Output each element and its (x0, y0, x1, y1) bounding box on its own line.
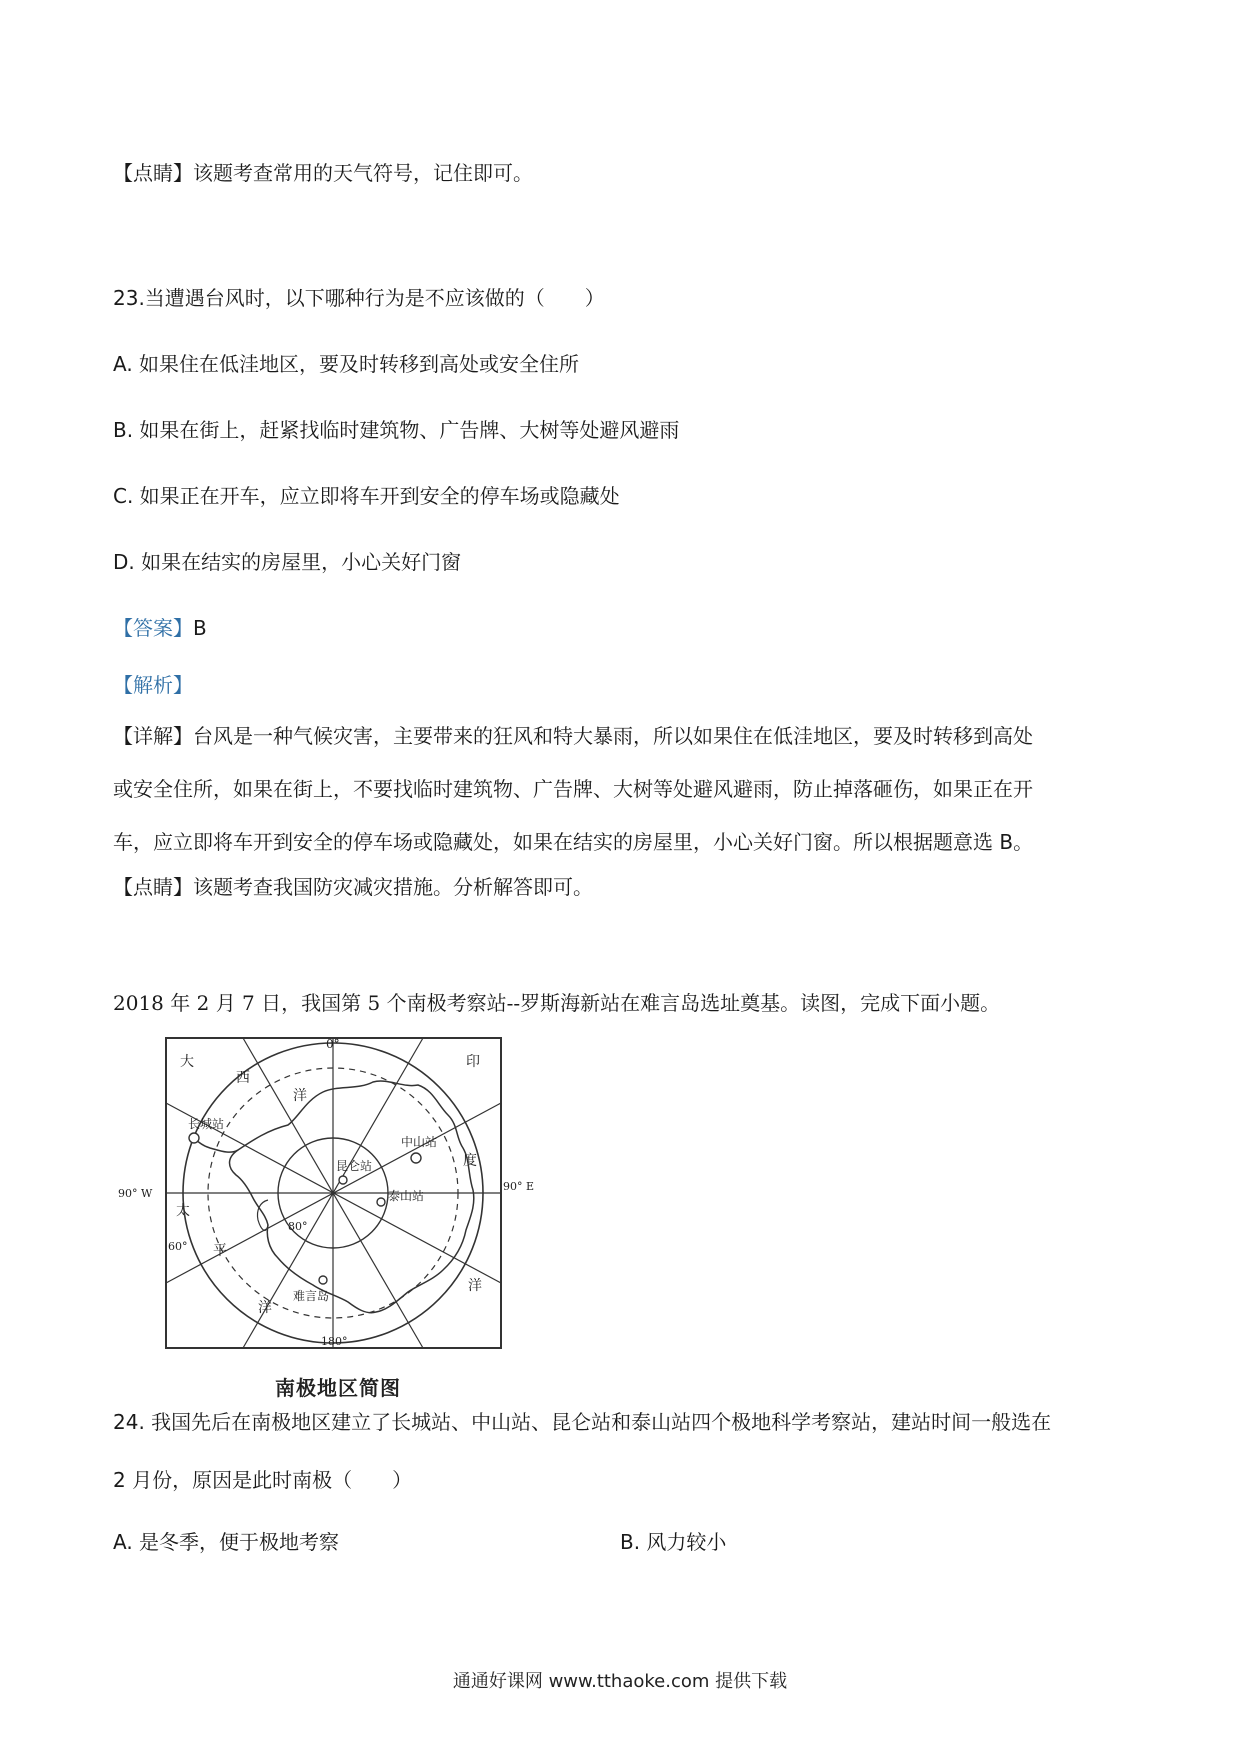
ocean-char-tai: 太 (176, 1203, 190, 1219)
question-24-option-b: B. 风力较小 (620, 1530, 727, 1554)
question-23-detail (113, 710, 1133, 869)
meridian-lines (166, 1038, 501, 1348)
antarctic-map-figure (118, 1030, 538, 1400)
ocean-char-yang-atlantic: 洋 (293, 1088, 307, 1104)
zhongshan-station-marker (411, 1153, 421, 1163)
question-23-option-b: B. 如果在街上，赶紧找临时建筑物、广告牌、大树等处避风避雨 (113, 418, 680, 442)
antarctica-coastline (230, 1081, 474, 1313)
ocean-char-yang-pacific: 洋 (258, 1300, 272, 1316)
great-wall-station-marker (189, 1133, 199, 1143)
lon-label-top: 0° (326, 1037, 340, 1051)
question-24-stem-line1: 24. 我国先后在南极地区建立了长城站、中山站、昆仑站和泰山站四个极地科学考察站，建站时间一般选在 (113, 1410, 1052, 1434)
ocean-char-yin: 印 (466, 1054, 480, 1070)
ocean-char-ping: 平 (213, 1243, 227, 1259)
lon-label-left: 90° W (118, 1187, 153, 1200)
ocean-char-du: 度 (463, 1153, 477, 1169)
detail-line-1: 【详解】台风是一种气候灾害，主要带来的狂风和特大暴雨，所以如果住在低洼地区，要及时转移到高处 (113, 724, 1033, 748)
question-23-option-a: A. 如果住在低洼地区，要及时转移到高处或安全住所 (113, 352, 580, 376)
question-23-tip: 【点睛】该题考查我国防灾减灾措施。分析解答即可。 (113, 875, 593, 899)
detail-line-3: 车，应立即将车开到安全的停车场或隐藏处，如果在结实的房屋里，小心关好门窗。所以根据题意选 B。 (113, 830, 1034, 854)
lat-label-60: 60° (168, 1240, 188, 1253)
lon-label-right: 90° E (503, 1180, 535, 1193)
question-23-option-c: C. 如果正在开车，应立即将车开到安全的停车场或隐藏处 (113, 484, 620, 508)
kunlun-station-marker (339, 1176, 347, 1184)
analysis-label: 【解析】 (113, 673, 193, 697)
station-label-great-wall: 长城站 (188, 1117, 225, 1131)
answer-label: 【答案】 (113, 616, 193, 640)
question-23-stem: 23.当遭遇台风时，以下哪种行为是不应该做的（ ） (113, 286, 605, 310)
answer-value: B (193, 616, 207, 640)
inexpressible-island-marker (319, 1276, 327, 1284)
lon-label-bottom: 180° (321, 1335, 348, 1348)
page-footer: 通通好课网 www.tthaoke.com 提供下载 (452, 1671, 788, 1692)
ice-shelf-edge (257, 1200, 268, 1230)
lat-label-80: 80° (288, 1220, 308, 1233)
question-23-option-d: D. 如果在结实的房屋里，小心关好门窗 (113, 550, 462, 574)
question-24-stem-line2: 2 月份，原因是此时南极（ ） (113, 1468, 413, 1492)
map-caption: 南极地区简图 (275, 1376, 401, 1400)
station-label-zhongshan: 中山站 (401, 1135, 438, 1149)
station-label-kunlun: 昆仑站 (336, 1159, 373, 1173)
taishan-station-marker (377, 1198, 385, 1206)
antarctic-map (118, 1030, 538, 1400)
ocean-char-yang-indian: 洋 (468, 1278, 482, 1294)
ocean-char-xi: 西 (236, 1070, 250, 1086)
question-24-option-a: A. 是冬季，便于极地考察 (113, 1530, 340, 1554)
detail-line-2: 或安全住所，如果在街上，不要找临时建筑物、广告牌、大树等处避风避雨，防止掉落砸伤，如果正在开 (113, 777, 1033, 801)
antarctic-peninsula (194, 1138, 238, 1152)
tip-text-weather-symbols: 【点睛】该题考查常用的天气符号，记住即可。 (113, 161, 533, 185)
question-23-answer (113, 618, 207, 638)
station-label-taishan: 泰山站 (388, 1189, 425, 1203)
ocean-char-da: 大 (180, 1054, 194, 1070)
station-label-inexpressible-island: 难言岛 (293, 1289, 330, 1303)
antarctic-intro: 2018 年 2 月 7 日，我国第 5 个南极考察站--罗斯海新站在难言岛选址奠基。读图，完成下面小题。 (113, 991, 1001, 1015)
